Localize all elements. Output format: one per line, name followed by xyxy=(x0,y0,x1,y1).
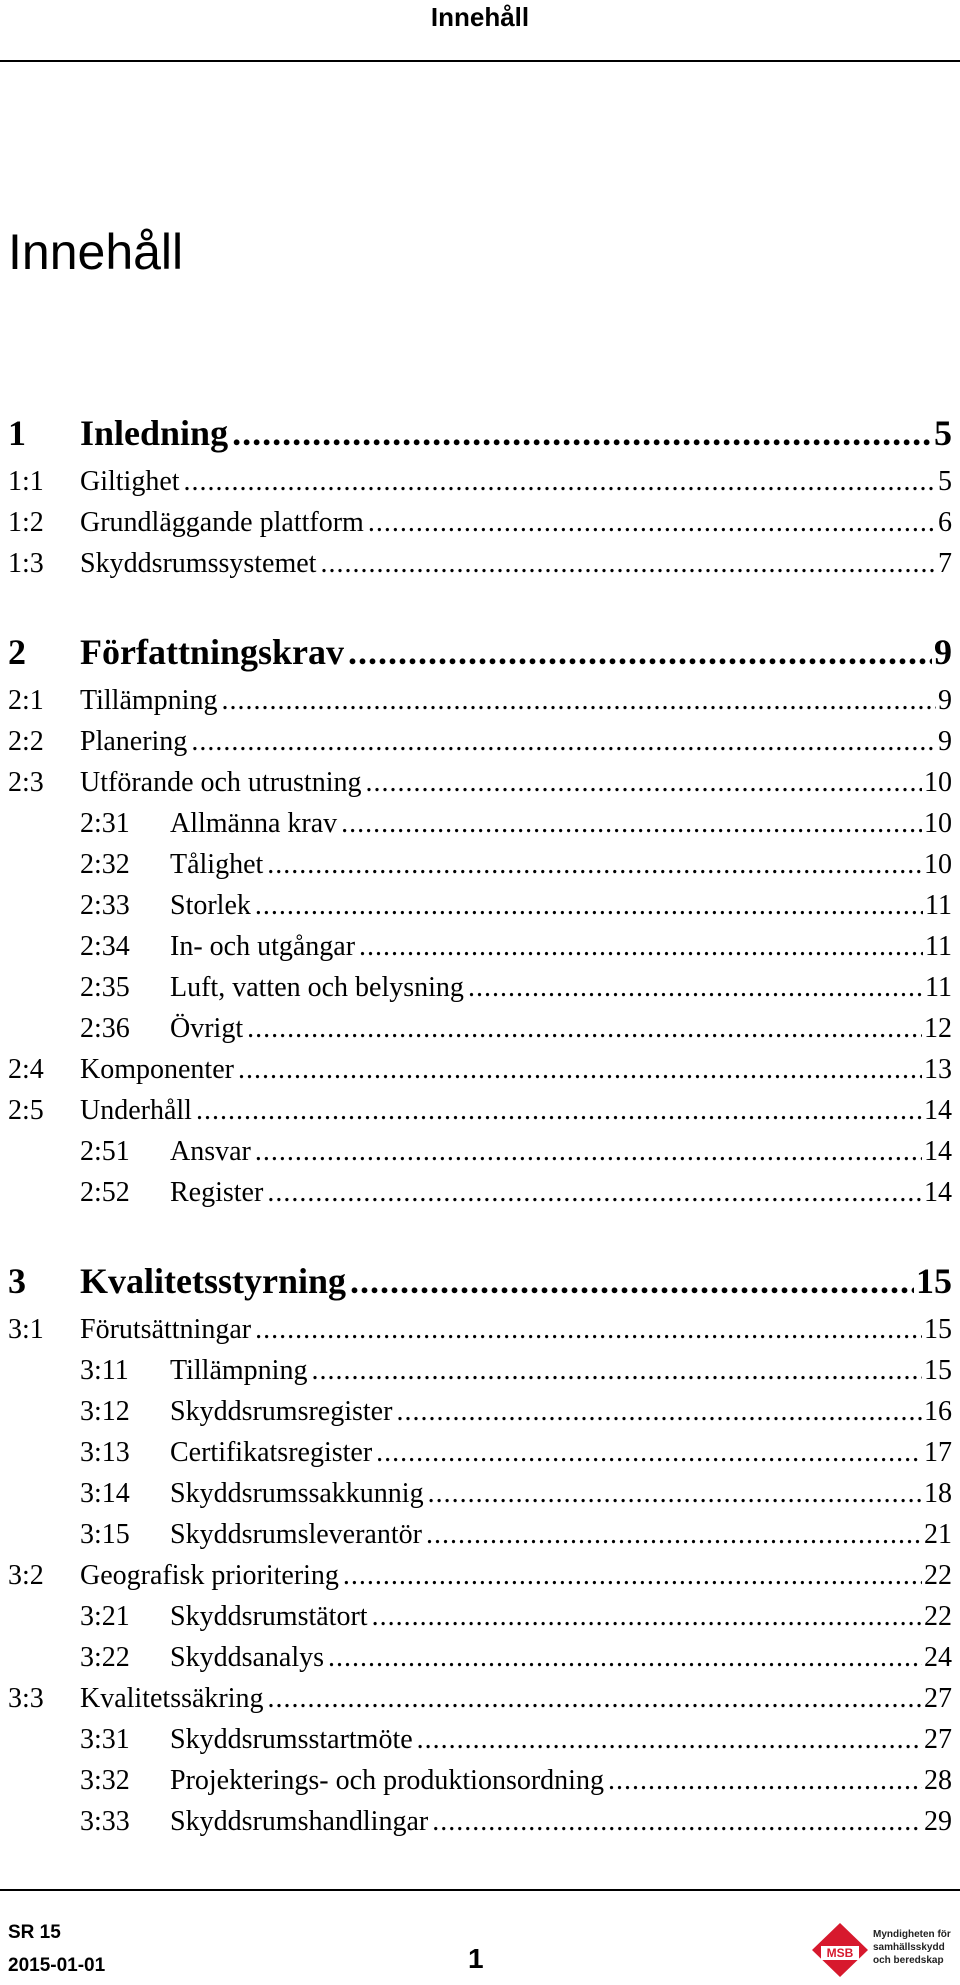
toc-dot-leader xyxy=(328,1637,922,1678)
toc-dot-leader xyxy=(426,1514,922,1555)
toc-entry-title: Projekterings- och produktionsordning xyxy=(170,1765,604,1796)
toc-dot-leader xyxy=(247,1008,922,1049)
toc-entry[interactable] xyxy=(0,1049,960,1090)
toc-entry-page: 11 xyxy=(925,972,952,1003)
toc-entry-number: 3:21 xyxy=(80,1601,130,1632)
toc-entry[interactable] xyxy=(0,1719,960,1760)
toc-entry-title: Planering xyxy=(80,726,188,757)
toc-dot-leader xyxy=(341,803,922,844)
toc-entry-page: 11 xyxy=(925,931,952,962)
toc-entry-page: 10 xyxy=(924,808,952,839)
toc-section xyxy=(0,1253,960,1842)
toc-entry-title: Giltighet xyxy=(80,466,180,497)
toc-entry-number: 2:36 xyxy=(80,1013,130,1044)
toc-entry-title: Grundläggande plattform xyxy=(80,507,364,538)
toc-entry-page: 15 xyxy=(916,1261,952,1301)
toc-entry-number: 1:3 xyxy=(8,548,44,579)
toc-entry-title: Tillämpning xyxy=(170,1355,308,1386)
toc-dot-leader xyxy=(608,1760,922,1801)
toc-entry-number: 2:4 xyxy=(8,1054,44,1085)
toc-entry[interactable] xyxy=(0,1596,960,1637)
toc-entry[interactable] xyxy=(0,926,960,967)
toc-entry-page: 11 xyxy=(925,890,952,921)
toc-dot-leader xyxy=(268,1678,922,1719)
toc-entry[interactable] xyxy=(0,1760,960,1801)
toc-entry[interactable] xyxy=(0,762,960,803)
toc-dot-leader xyxy=(468,967,923,1008)
toc-entry-page: 14 xyxy=(924,1095,952,1126)
toc-entry[interactable] xyxy=(0,844,960,885)
toc-entry-title: Övrigt xyxy=(170,1013,244,1044)
toc-entry-page: 13 xyxy=(924,1054,952,1085)
toc-entry-number: 1:2 xyxy=(8,507,44,538)
running-header xyxy=(0,0,960,62)
toc-entry-title: Skyddsanalys xyxy=(170,1642,324,1673)
toc-entry-page: 9 xyxy=(938,726,952,757)
toc-entry-page: 5 xyxy=(934,413,952,453)
toc-entry-number: 2:34 xyxy=(80,931,130,962)
toc-entry-title: Underhåll xyxy=(80,1095,192,1126)
toc-dot-leader xyxy=(267,1172,922,1213)
toc-dot-leader xyxy=(368,502,936,543)
toc-entry-title: Geografisk prioritering xyxy=(80,1560,339,1591)
toc-entry-title: Skyddsrumsregister xyxy=(170,1396,393,1427)
toc-dot-leader xyxy=(311,1350,922,1391)
toc-entry-title: Skyddsrumshandlingar xyxy=(170,1806,429,1837)
toc-entry-number: 3:22 xyxy=(80,1642,130,1673)
toc-entry[interactable] xyxy=(0,1637,960,1678)
table-of-contents xyxy=(0,405,960,1882)
toc-dot-leader xyxy=(366,762,923,803)
toc-entry-title: Ansvar xyxy=(170,1136,251,1167)
toc-entry-page: 10 xyxy=(924,849,952,880)
toc-entry-page: 28 xyxy=(924,1765,952,1796)
toc-entry-page: 16 xyxy=(924,1396,952,1427)
toc-entry-number: 2:52 xyxy=(80,1177,130,1208)
toc-entry-title: Allmänna krav xyxy=(170,808,338,839)
toc-entry-title: Skyddsrumssakkunnig xyxy=(170,1478,424,1509)
toc-entry-title: Skyddsrumssystemet xyxy=(80,548,317,579)
toc-entry-number: 3:3 xyxy=(8,1683,44,1714)
toc-chapter-entry[interactable] xyxy=(0,405,960,461)
toc-dot-leader xyxy=(320,543,936,584)
toc-entry[interactable] xyxy=(0,1432,960,1473)
toc-entry-number: 3:32 xyxy=(80,1765,130,1796)
toc-entry-page: 22 xyxy=(924,1601,952,1632)
toc-dot-leader xyxy=(428,1473,922,1514)
toc-entry-title: Författningskrav xyxy=(80,632,344,672)
footer-divider xyxy=(0,1889,960,1891)
toc-entry-title: Skyddsrumsstartmöte xyxy=(170,1724,413,1755)
toc-entry[interactable] xyxy=(0,721,960,762)
toc-dot-leader xyxy=(348,624,932,680)
toc-entry-number: 2:32 xyxy=(80,849,130,880)
toc-entry-number: 1:1 xyxy=(8,466,44,497)
toc-entry-page: 14 xyxy=(924,1136,952,1167)
toc-entry-title: Komponenter xyxy=(80,1054,234,1085)
toc-entry-title: Skyddsrumsleverantör xyxy=(170,1519,422,1550)
msb-logo-mark-text: MSB xyxy=(826,1946,854,1960)
toc-entry[interactable] xyxy=(0,502,960,543)
toc-entry-title: In- och utgångar xyxy=(170,931,356,962)
toc-entry-page: 22 xyxy=(924,1560,952,1591)
toc-entry-title: Förutsättningar xyxy=(80,1314,252,1345)
toc-entry[interactable] xyxy=(0,680,960,721)
toc-dot-leader xyxy=(221,680,936,721)
toc-dot-leader xyxy=(196,1090,922,1131)
toc-entry[interactable] xyxy=(0,885,960,926)
toc-entry-page: 6 xyxy=(938,507,952,538)
toc-entry-title: Tålighet xyxy=(170,849,264,880)
toc-entry-page: 7 xyxy=(938,548,952,579)
toc-entry-number: 3:33 xyxy=(80,1806,130,1837)
toc-dot-leader xyxy=(255,1309,922,1350)
toc-entry[interactable] xyxy=(0,1131,960,1172)
toc-entry-title: Utförande och utrustning xyxy=(80,767,362,798)
toc-entry-title: Tillämpning xyxy=(80,685,218,716)
toc-entry-page: 24 xyxy=(924,1642,952,1673)
toc-dot-leader xyxy=(417,1719,922,1760)
toc-entry[interactable] xyxy=(0,1555,960,1596)
page-number: 1 xyxy=(468,1943,484,1974)
toc-chapter-entry[interactable] xyxy=(0,1253,960,1309)
toc-entry-title: Skyddsrumstätort xyxy=(170,1601,368,1632)
toc-dot-leader xyxy=(372,1596,922,1637)
toc-entry-page: 14 xyxy=(924,1177,952,1208)
toc-entry-page: 18 xyxy=(924,1478,952,1509)
toc-entry-number: 2:2 xyxy=(8,726,44,757)
running-header-title: Innehåll xyxy=(430,2,530,32)
toc-entry-number: 2:1 xyxy=(8,685,44,716)
toc-dot-leader xyxy=(343,1555,922,1596)
footer-document-id: SR 15 xyxy=(8,1922,61,1943)
toc-entry[interactable] xyxy=(0,1008,960,1049)
toc-entry[interactable] xyxy=(0,1309,960,1350)
toc-dot-leader xyxy=(359,926,923,967)
toc-entry-page: 21 xyxy=(924,1519,952,1550)
toc-dot-leader xyxy=(376,1432,922,1473)
toc-dot-leader xyxy=(184,461,936,502)
toc-entry-number: 3:31 xyxy=(80,1724,130,1755)
toc-entry-number: 3:13 xyxy=(80,1437,130,1468)
toc-section xyxy=(0,624,960,1213)
msb-logo-icon xyxy=(811,1922,869,1978)
toc-entry[interactable] xyxy=(0,1391,960,1432)
toc-entry[interactable] xyxy=(0,967,960,1008)
toc-entry-page: 9 xyxy=(934,632,952,672)
toc-entry-title: Luft, vatten och belysning xyxy=(170,972,464,1003)
toc-entry-title: Register xyxy=(170,1177,264,1208)
toc-entry[interactable] xyxy=(0,1350,960,1391)
toc-entry[interactable] xyxy=(0,1090,960,1131)
toc-entry-title: Storlek xyxy=(170,890,251,921)
toc-entry[interactable] xyxy=(0,1473,960,1514)
toc-entry[interactable] xyxy=(0,1514,960,1555)
toc-entry[interactable] xyxy=(0,1172,960,1213)
toc-dot-leader xyxy=(396,1391,922,1432)
toc-entry[interactable] xyxy=(0,803,960,844)
msb-logo-line: och beredskap xyxy=(873,1955,944,1966)
toc-entry[interactable] xyxy=(0,1678,960,1719)
toc-dot-leader xyxy=(267,844,922,885)
toc-dot-leader xyxy=(255,1131,922,1172)
toc-entry-page: 15 xyxy=(924,1314,952,1345)
toc-entry-page: 29 xyxy=(924,1806,952,1837)
toc-entry-page: 9 xyxy=(938,685,952,716)
toc-entry-page: 10 xyxy=(924,767,952,798)
msb-logo-line: samhällsskydd xyxy=(873,1942,945,1953)
toc-dot-leader xyxy=(255,885,923,926)
toc-entry-number: 2 xyxy=(8,632,26,672)
toc-entry-page: 27 xyxy=(924,1724,952,1755)
toc-entry-title: Inledning xyxy=(80,413,229,453)
toc-entry-number: 3:14 xyxy=(80,1478,130,1509)
toc-entry-number: 2:35 xyxy=(80,972,130,1003)
toc-entry-number: 2:5 xyxy=(8,1095,44,1126)
toc-entry[interactable] xyxy=(0,461,960,502)
toc-chapter-entry[interactable] xyxy=(0,624,960,680)
toc-dot-leader xyxy=(432,1801,922,1842)
toc-entry-number: 2:33 xyxy=(80,890,130,921)
toc-entry-number: 1 xyxy=(8,413,26,453)
toc-entry[interactable] xyxy=(0,1801,960,1842)
toc-dot-leader xyxy=(232,405,932,461)
toc-dot-leader xyxy=(350,1253,914,1309)
toc-entry-page: 12 xyxy=(924,1013,952,1044)
toc-entry-number: 2:3 xyxy=(8,767,44,798)
toc-entry-number: 3:15 xyxy=(80,1519,130,1550)
toc-entry-page: 17 xyxy=(924,1437,952,1468)
toc-entry-title: Kvalitetsstyrning xyxy=(80,1261,346,1301)
toc-section xyxy=(0,405,960,584)
toc-entry-number: 3:1 xyxy=(8,1314,44,1345)
msb-logo-line: Myndigheten för xyxy=(873,1929,951,1940)
toc-entry-number: 3 xyxy=(8,1261,26,1301)
toc-entry-number: 2:51 xyxy=(80,1136,130,1167)
toc-entry[interactable] xyxy=(0,543,960,584)
toc-dot-leader xyxy=(191,721,936,762)
toc-entry-title: Kvalitetssäkring xyxy=(80,1683,264,1714)
toc-dot-leader xyxy=(238,1049,922,1090)
toc-entry-title: Certifikatsregister xyxy=(170,1437,373,1468)
toc-entry-page: 15 xyxy=(924,1355,952,1386)
msb-logo-text xyxy=(873,1928,953,1967)
toc-entry-number: 3:2 xyxy=(8,1560,44,1591)
toc-entry-number: 2:31 xyxy=(80,808,130,839)
toc-entry-page: 5 xyxy=(938,466,952,497)
msb-logo xyxy=(811,1922,951,1978)
toc-entry-number: 3:11 xyxy=(80,1355,129,1386)
toc-entry-number: 3:12 xyxy=(80,1396,130,1427)
page-title: Innehåll xyxy=(8,224,184,280)
toc-entry-page: 27 xyxy=(924,1683,952,1714)
footer-date: 2015-01-01 xyxy=(8,1955,106,1976)
